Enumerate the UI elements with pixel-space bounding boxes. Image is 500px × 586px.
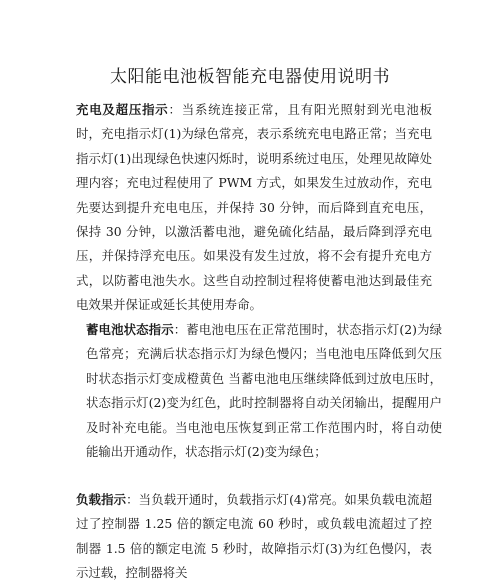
paragraph-lead: 负载指示 bbox=[76, 492, 127, 507]
paragraph-lead: 蓄电池状态指示 bbox=[86, 322, 174, 337]
paragraph-body: ：蓄电池电压在正常范围时，状态指示灯(2)为绿色常亮；充满后状态指示灯为绿色慢闪；当电池电压降低到欠压时状态指示灯变成橙黄色 当蓄电池电压继续降低到过放电压时，状态指示灯(2)变为红色，此时控制器将自动关闭输出，提醒用户及时补充电能。当电池电压恢复到正常工作范围内时，将自动使能输出开通动作，状态指示灯(2)变为绿色； bbox=[86, 322, 442, 460]
paragraph-load-indicator bbox=[76, 488, 432, 586]
paragraph-battery-status bbox=[76, 318, 442, 464]
paragraph-charging-indicator bbox=[76, 98, 432, 318]
paragraph-lead: 充电及超压指示 bbox=[76, 102, 169, 117]
document-title: 太阳能电池板智能充电器使用说明书 bbox=[110, 67, 390, 87]
paragraph-body: ：当负载开通时，负载指示灯(4)常亮。如果负载电流超过了控制器 1.25 倍的额定电流 60 秒时，或负载电流超过了控制器 1.5 倍的额定电流 5 秒时，故障指示灯(3)为红色慢闪，表示过载，控制器将关 bbox=[76, 492, 432, 581]
paragraph-body: ：当系统连接正常，且有阳光照射到光电池板时，充电指示灯(1)为绿色常亮，表示系统充电电路正常；当充电指示灯(1)出现绿色快速闪烁时，说明系统过电压，处理见故障处理内容；充电过程使用了 PWM 方式，如果发生过放动作，充电先要达到提升充电电压，并保持 30 分钟，而后降到直充电压，保持 30 分钟，以激活蓄电池，避免硫化结晶，最后降到浮充电压，并保持浮充电压。如果没有发生过放，将不会有提升充电方式，以防蓄电池失水。这些自动控制过程将使蓄电池达到最佳充电效果并保证或延长其使用寿命。 bbox=[76, 102, 433, 313]
